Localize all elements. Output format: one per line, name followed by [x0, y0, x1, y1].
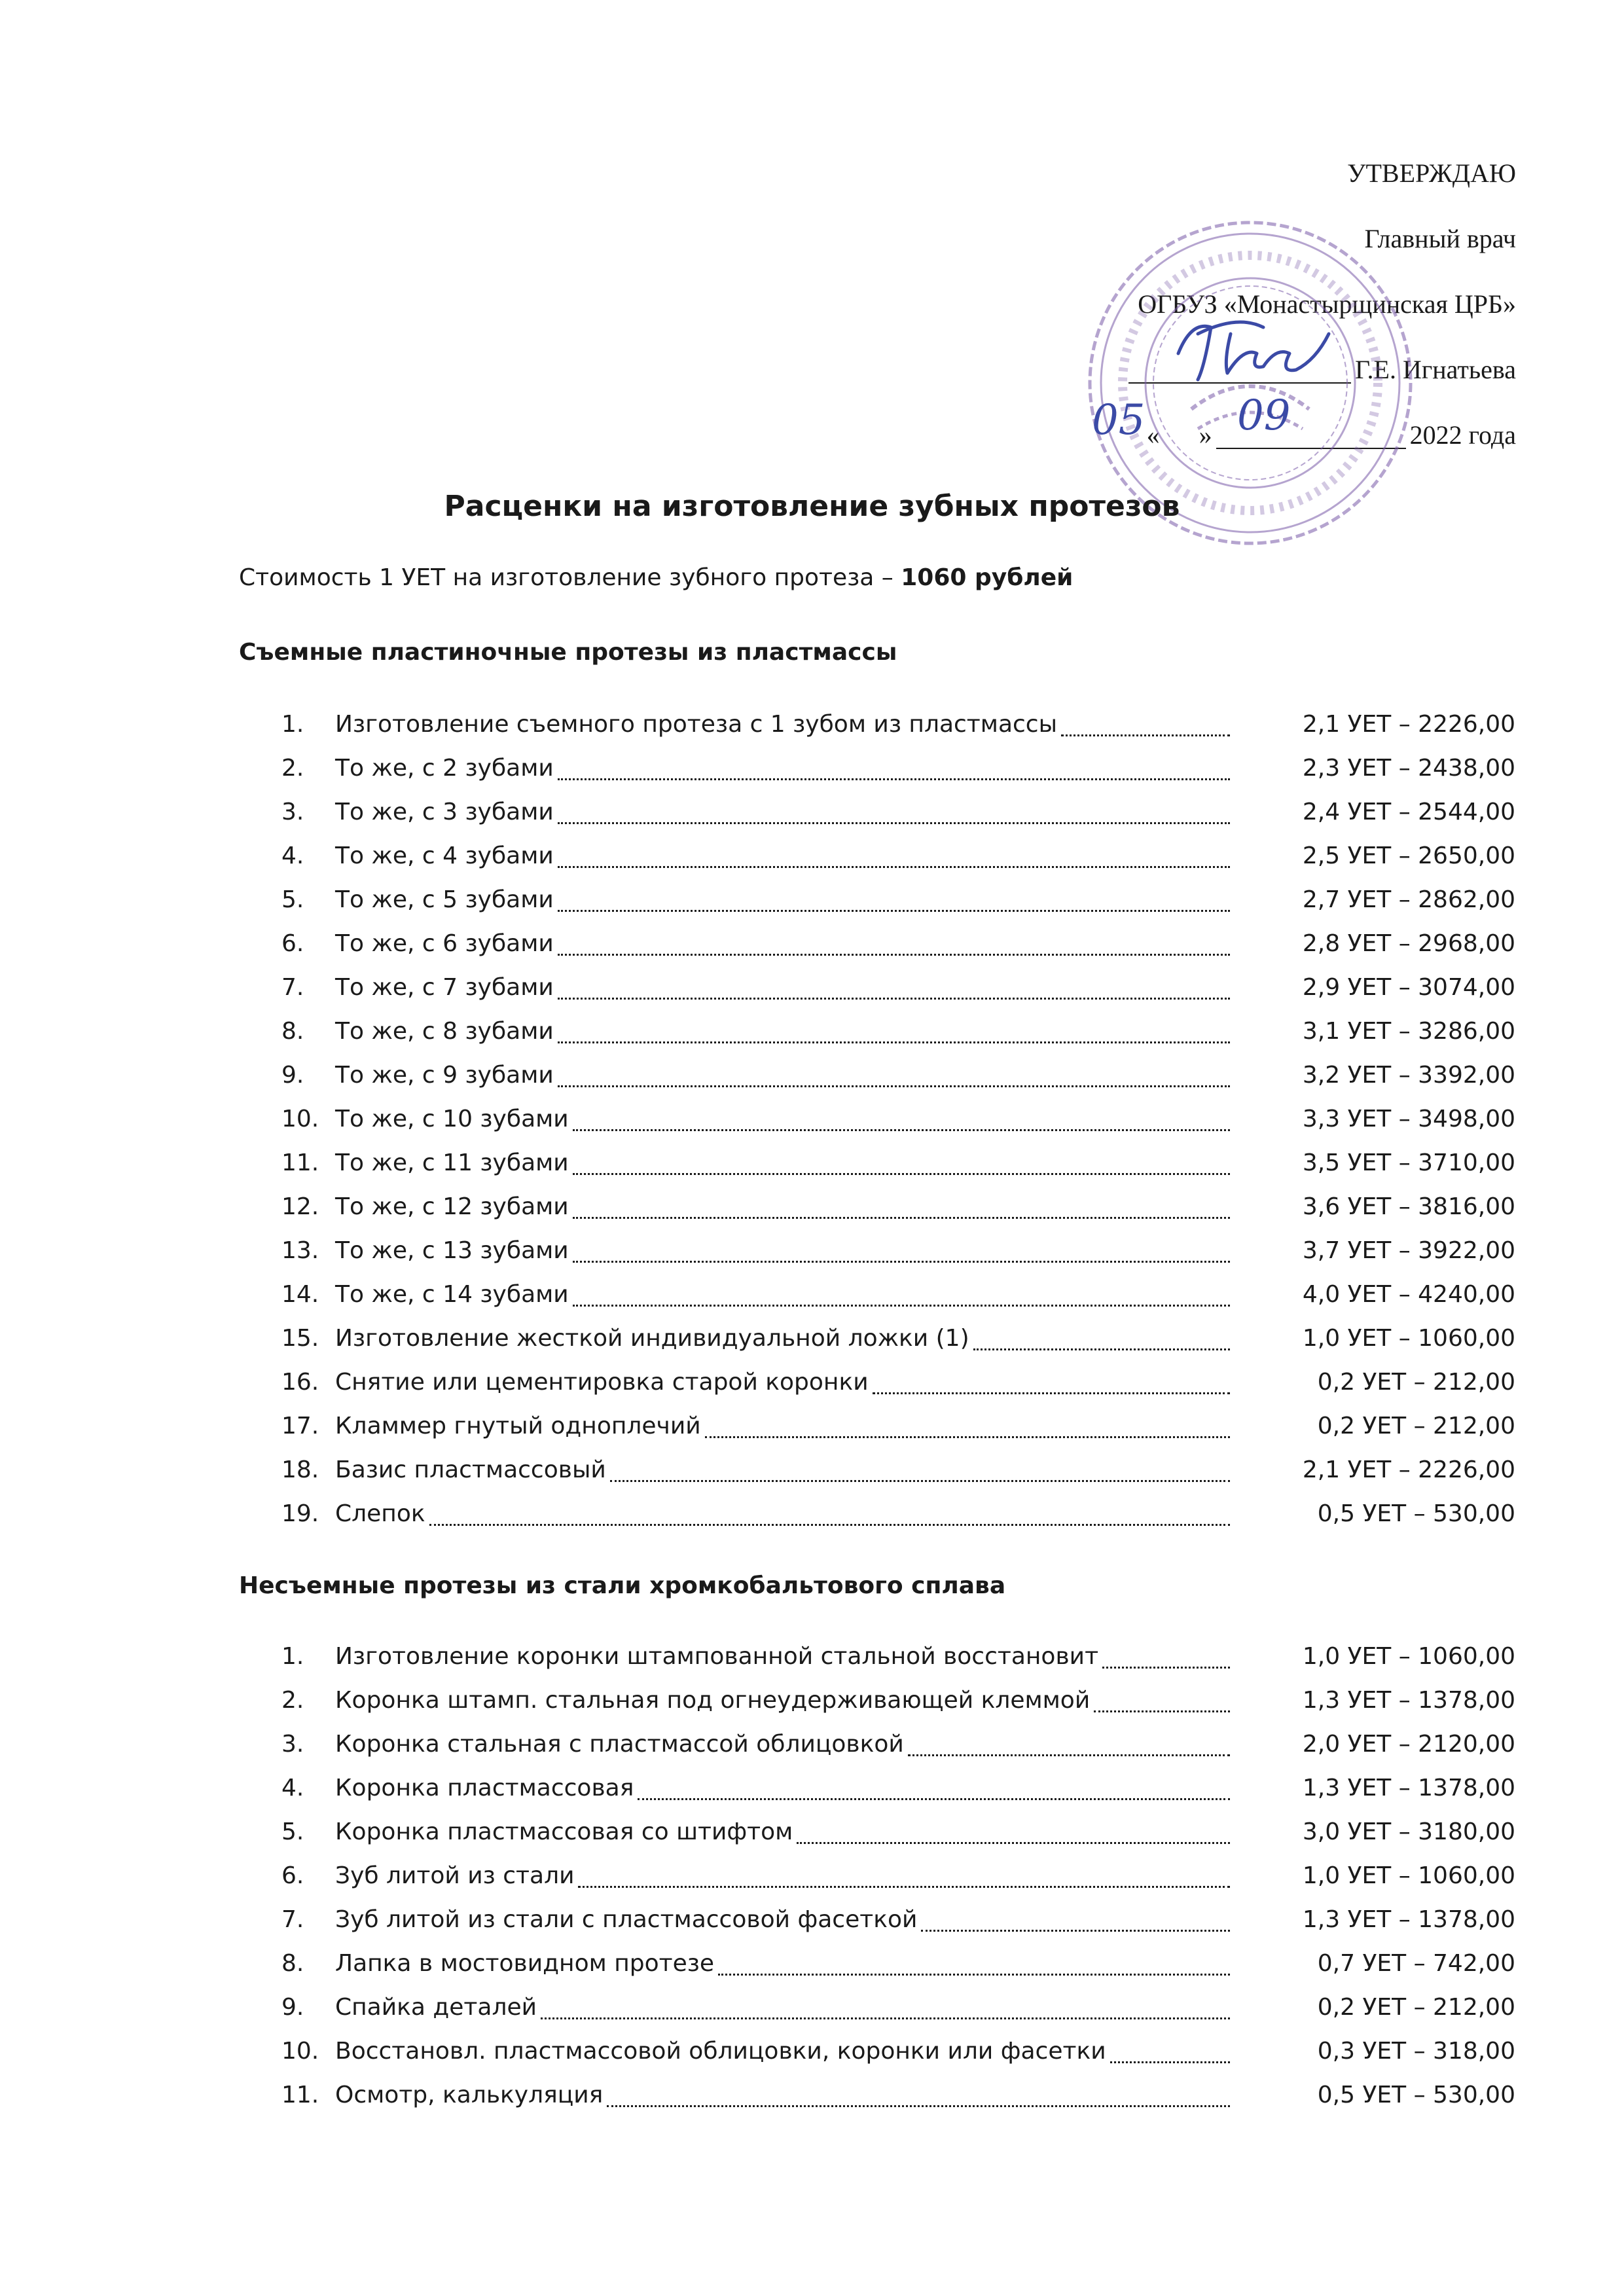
price-list-item: [281, 834, 1515, 878]
item-price: 2,8 УЕТ – 2968,00: [1302, 930, 1515, 957]
item-name: Спайка деталей: [335, 1994, 537, 2021]
dot-leader: [908, 1745, 1230, 1756]
item-price: 1,3 УЕТ – 1378,00: [1302, 1775, 1515, 1801]
price-list-item: [281, 790, 1515, 834]
item-name: То же, с 4 зубами: [335, 842, 554, 869]
item-price: 2,5 УЕТ – 2650,00: [1302, 842, 1515, 869]
item-name: То же, с 8 зубами: [335, 1018, 554, 1045]
dot-leader: [873, 1383, 1230, 1394]
item-price: 1,0 УЕТ – 1060,00: [1302, 1643, 1515, 1670]
dot-leader: [558, 857, 1230, 868]
price-list-item: [281, 966, 1515, 1009]
item-number: 15.: [281, 1325, 319, 1352]
item-price: 3,1 УЕТ – 3286,00: [1302, 1018, 1515, 1045]
dot-leader: [558, 813, 1230, 824]
item-name: Коронка штамп. стальная под огнеудерживающей клеммой: [335, 1687, 1091, 1714]
item-number: 10.: [281, 1106, 319, 1132]
item-name: Восстановл. пластмассовой облицовки, коронки или фасетки: [335, 2038, 1106, 2065]
dot-leader: [1102, 1657, 1230, 1669]
item-name: То же, с 6 зубами: [335, 930, 554, 957]
dot-leader: [573, 1252, 1230, 1263]
item-name: Коронка пластмассовая со штифтом: [335, 1818, 793, 1845]
section-heading-removable: Съемные пластиночные протезы из пластмассы: [239, 639, 897, 666]
dot-leader: [558, 1076, 1230, 1087]
handwritten-signature: [1165, 308, 1335, 393]
item-name: То же, с 13 зубами: [335, 1237, 569, 1264]
date-close-quote: »: [1199, 420, 1212, 450]
price-list-item: [281, 1942, 1515, 1985]
dot-leader: [610, 1471, 1230, 1482]
item-price: 1,0 УЕТ – 1060,00: [1302, 1325, 1515, 1352]
item-number: 18.: [281, 1456, 319, 1483]
item-price: 1,3 УЕТ – 1378,00: [1302, 1687, 1515, 1714]
item-name: То же, с 2 зубами: [335, 755, 554, 782]
item-name: Изготовление съемного протеза с 1 зубом из пластмассы: [335, 711, 1058, 738]
item-name: Осмотр, калькуляция: [335, 2082, 604, 2108]
price-list-item: [281, 1053, 1515, 1097]
item-number: 8.: [281, 1950, 304, 1977]
item-name: Коронка пластмассовая: [335, 1775, 634, 1801]
item-price: 1,0 УЕТ – 1060,00: [1302, 1862, 1515, 1889]
item-name: Изготовление коронки штампованной стальной восстановит: [335, 1643, 1099, 1670]
item-price: 0,3 УЕТ – 318,00: [1317, 2038, 1515, 2065]
item-number: 11.: [281, 1149, 319, 1176]
dot-leader: [1094, 1701, 1230, 1712]
dot-leader: [1110, 2052, 1230, 2063]
item-number: 1.: [281, 711, 304, 738]
item-price: 2,9 УЕТ – 3074,00: [1302, 974, 1515, 1001]
price-list-item: [281, 1722, 1515, 1766]
dot-leader: [1061, 725, 1230, 736]
item-price: 0,5 УЕТ – 530,00: [1317, 1500, 1515, 1527]
dot-leader: [573, 1295, 1230, 1307]
item-price: 3,3 УЕТ – 3498,00: [1302, 1106, 1515, 1132]
item-number: 3.: [281, 1731, 304, 1758]
price-list-item: [281, 1009, 1515, 1053]
item-number: 7.: [281, 974, 304, 1001]
item-price: 3,6 УЕТ – 3816,00: [1302, 1193, 1515, 1220]
dot-leader: [607, 2096, 1230, 2107]
dot-leader: [429, 1515, 1230, 1526]
dot-leader: [921, 1921, 1230, 1932]
price-list-item: [281, 746, 1515, 790]
item-number: 1.: [281, 1643, 304, 1670]
handwritten-month: 09: [1237, 391, 1291, 440]
item-price: 0,2 УЕТ – 212,00: [1317, 1994, 1515, 2021]
item-price: 2,7 УЕТ – 2862,00: [1302, 886, 1515, 913]
item-number: 16.: [281, 1369, 319, 1396]
item-name: Коронка стальная с пластмассой облицовкой: [335, 1731, 904, 1758]
dot-leader: [638, 1789, 1230, 1800]
page-title: Расценки на изготовление зубных протезов: [444, 490, 1180, 523]
price-list-item: [281, 1810, 1515, 1854]
item-number: 14.: [281, 1281, 319, 1308]
dot-leader: [705, 1427, 1230, 1438]
item-name: Лапка в мостовидном протезе: [335, 1950, 715, 1977]
price-list-item: [281, 1854, 1515, 1898]
dot-leader: [541, 2008, 1230, 2019]
item-name: Кламмер гнутый одноплечий: [335, 1413, 701, 1439]
item-number: 4.: [281, 842, 304, 869]
approver-name: Г.Е. Игнатьева: [1354, 355, 1516, 384]
price-list-item: [281, 1492, 1515, 1536]
price-list-item: [281, 2073, 1515, 2117]
dot-leader: [558, 769, 1230, 780]
item-price: 4,0 УЕТ – 4240,00: [1302, 1281, 1515, 1308]
dot-leader: [573, 1120, 1230, 1131]
item-number: 9.: [281, 1994, 304, 2021]
item-name: То же, с 3 зубами: [335, 799, 554, 825]
item-name: Зуб литой из стали с пластмассовой фасеткой: [335, 1906, 918, 1933]
uet-cost-value: 1060 рублей: [901, 564, 1074, 591]
item-name: То же, с 9 зубами: [335, 1062, 554, 1089]
price-list-item: [281, 1185, 1515, 1229]
item-number: 12.: [281, 1193, 319, 1220]
item-number: 9.: [281, 1062, 304, 1089]
price-list-item: [281, 878, 1515, 922]
dot-leader: [558, 945, 1230, 956]
item-number: 3.: [281, 799, 304, 825]
item-name: Изготовление жесткой индивидуальной ложки (1): [335, 1325, 969, 1352]
item-number: 7.: [281, 1906, 304, 1933]
item-number: 6.: [281, 930, 304, 957]
item-price: 2,0 УЕТ – 2120,00: [1302, 1731, 1515, 1758]
item-price: 0,2 УЕТ – 212,00: [1317, 1413, 1515, 1439]
item-price: 0,5 УЕТ – 530,00: [1317, 2082, 1515, 2108]
dot-leader: [573, 1164, 1230, 1175]
price-list-item: [281, 1404, 1515, 1448]
price-list-item: [281, 1097, 1515, 1141]
dot-leader: [558, 901, 1230, 912]
item-price: 2,3 УЕТ – 2438,00: [1302, 755, 1515, 782]
item-price: 3,0 УЕТ – 3180,00: [1302, 1818, 1515, 1845]
item-number: 2.: [281, 755, 304, 782]
item-name: Зуб литой из стали: [335, 1862, 575, 1889]
item-number: 11.: [281, 2082, 319, 2108]
item-name: Базис пластмассовый: [335, 1456, 606, 1483]
dot-leader: [797, 1833, 1230, 1844]
item-name: То же, с 11 зубами: [335, 1149, 569, 1176]
price-list-item: [281, 1448, 1515, 1492]
item-name: То же, с 14 зубами: [335, 1281, 569, 1308]
dot-leader: [718, 1964, 1230, 1976]
item-name: То же, с 10 зубами: [335, 1106, 569, 1132]
item-price: 2,1 УЕТ – 2226,00: [1302, 711, 1515, 738]
item-number: 19.: [281, 1500, 319, 1527]
approval-position: Главный врач: [1364, 224, 1516, 253]
item-number: 6.: [281, 1862, 304, 1889]
item-number: 10.: [281, 2038, 319, 2065]
item-number: 4.: [281, 1775, 304, 1801]
item-price: 3,2 УЕТ – 3392,00: [1302, 1062, 1515, 1089]
dot-leader: [578, 1877, 1230, 1888]
item-name: То же, с 5 зубами: [335, 886, 554, 913]
price-list-item: [281, 2029, 1515, 2073]
item-price: 3,5 УЕТ – 3710,00: [1302, 1149, 1515, 1176]
item-number: 5.: [281, 1818, 304, 1845]
price-list-item: [281, 1766, 1515, 1810]
price-list-item: [281, 1678, 1515, 1722]
price-list-item: [281, 1141, 1515, 1185]
item-name: Снятие или цементировка старой коронки: [335, 1369, 869, 1396]
date-open-quote: «: [1146, 420, 1160, 450]
price-list-item: [281, 702, 1515, 746]
date-year: 2022 года: [1409, 420, 1516, 450]
dot-leader: [558, 1032, 1230, 1043]
price-list-fixed: [281, 1635, 1515, 2117]
approval-organization: ОГБУЗ «Монастырщинская ЦРБ»: [1138, 289, 1516, 319]
item-number: 5.: [281, 886, 304, 913]
item-number: 2.: [281, 1687, 304, 1714]
uet-cost-prefix: Стоимость 1 УЕТ на изготовление зубного протеза –: [239, 564, 893, 591]
dot-leader: [973, 1339, 1230, 1350]
item-price: 2,4 УЕТ – 2544,00: [1302, 799, 1515, 825]
handwritten-day: 05: [1092, 396, 1146, 444]
item-price: 2,1 УЕТ – 2226,00: [1302, 1456, 1515, 1483]
price-list-item: [281, 1316, 1515, 1360]
approval-title: УТВЕРЖДАЮ: [1347, 158, 1516, 188]
price-list-item: [281, 1985, 1515, 2029]
price-list-removable: [281, 702, 1515, 1536]
item-name: То же, с 12 зубами: [335, 1193, 569, 1220]
section-heading-fixed: Несъемные протезы из стали хромкобальтового сплава: [239, 1572, 1006, 1599]
item-number: 8.: [281, 1018, 304, 1045]
item-name: Слепок: [335, 1500, 425, 1527]
uet-cost-line: [239, 564, 1073, 591]
price-list-item: [281, 1273, 1515, 1316]
price-list-item: [281, 1635, 1515, 1678]
dot-leader: [558, 988, 1230, 1000]
item-number: 17.: [281, 1413, 319, 1439]
item-price: 0,7 УЕТ – 742,00: [1317, 1950, 1515, 1977]
item-number: 13.: [281, 1237, 319, 1264]
price-list-item: [281, 1229, 1515, 1273]
item-price: 0,2 УЕТ – 212,00: [1317, 1369, 1515, 1396]
item-price: 1,3 УЕТ – 1378,00: [1302, 1906, 1515, 1933]
price-list-item: [281, 922, 1515, 966]
item-name: То же, с 7 зубами: [335, 974, 554, 1001]
price-list-item: [281, 1360, 1515, 1404]
dot-leader: [573, 1208, 1230, 1219]
item-price: 3,7 УЕТ – 3922,00: [1302, 1237, 1515, 1264]
price-list-item: [281, 1898, 1515, 1942]
